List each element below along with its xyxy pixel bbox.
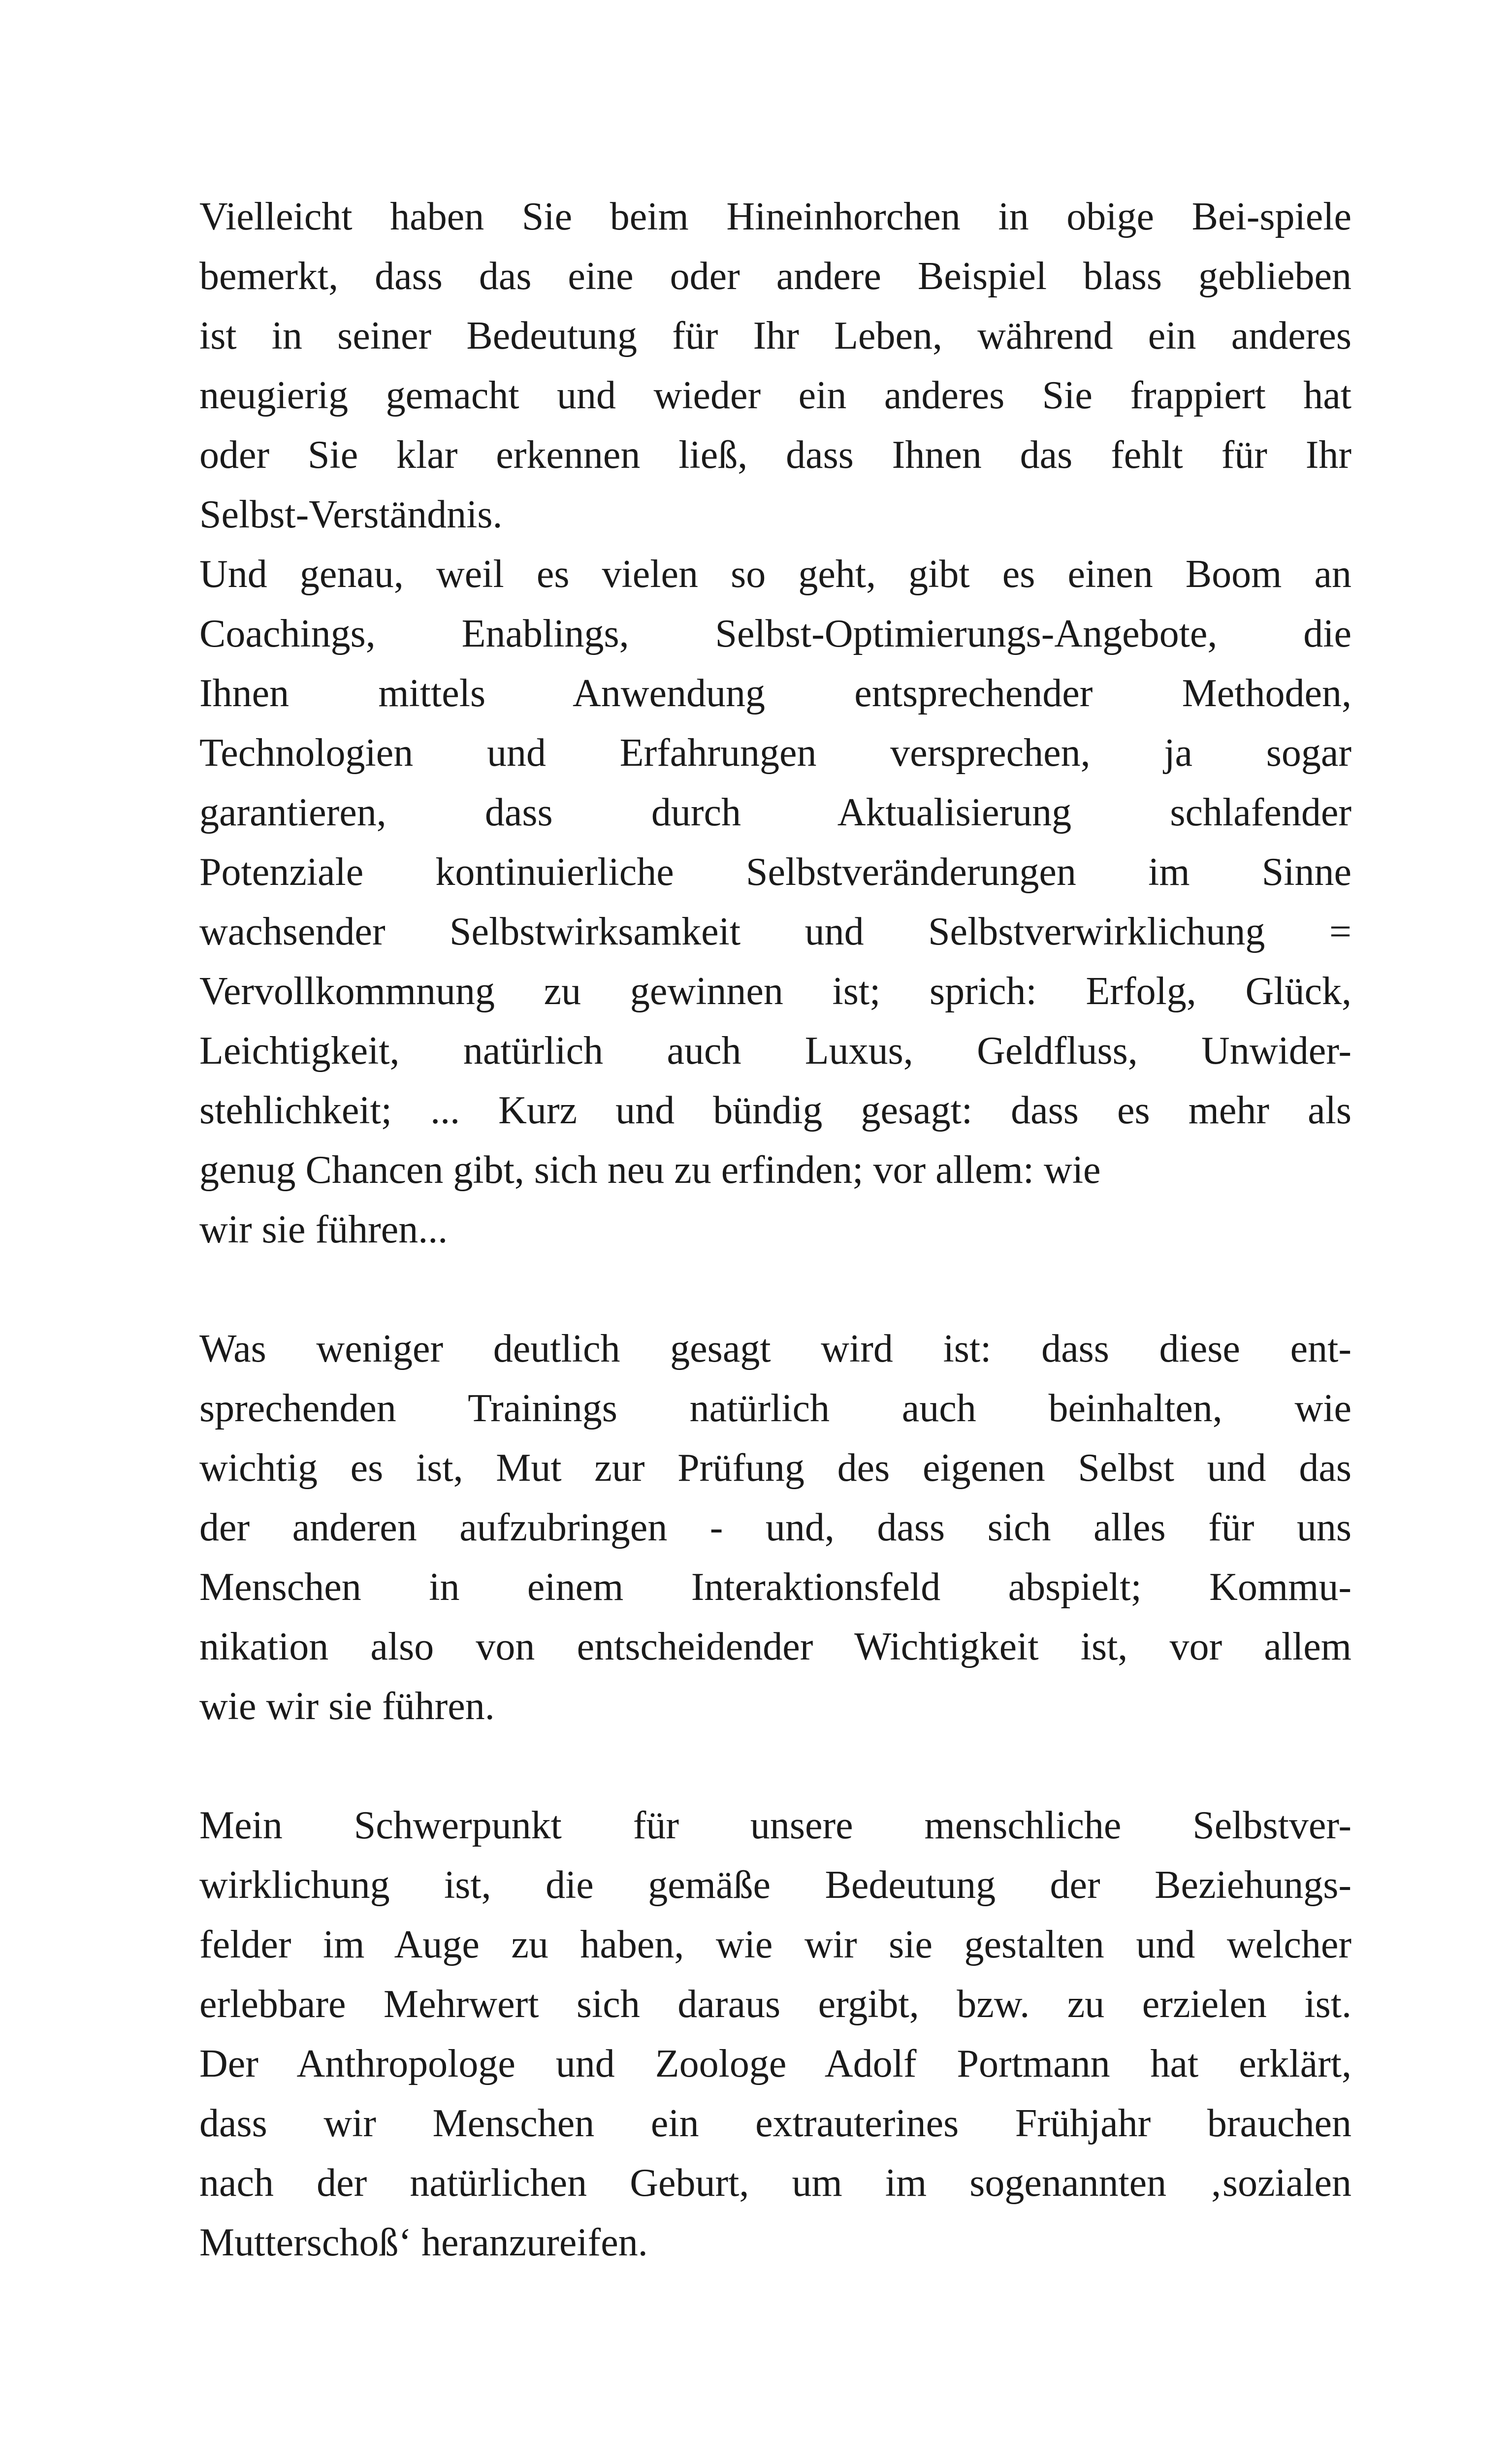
body-text bbox=[199, 187, 1351, 2273]
text-line: ist in seiner Bedeutung für Ihr Leben, während ein anderes bbox=[199, 314, 1351, 358]
text-line: Leichtigkeit, natürlich auch Luxus, Geldfluss, Unwider- bbox=[199, 1029, 1351, 1073]
text-line: erlebbare Mehrwert sich daraus ergibt, bzw. zu erzielen ist. bbox=[199, 1983, 1351, 2026]
text-line: neugierig gemacht und wieder ein anderes Sie frappiert hat bbox=[199, 374, 1351, 417]
text-line: Technologien und Erfahrungen versprechen, ja sogar bbox=[199, 731, 1351, 775]
text-line: der anderen aufzubringen - und, dass sich alles für uns bbox=[199, 1506, 1351, 1549]
text-line: wie wir sie führen. bbox=[199, 1685, 495, 1728]
text-line: wichtig es ist, Mut zur Prüfung des eigenen Selbst und das bbox=[199, 1446, 1351, 1490]
text-line: Vervollkommnung zu gewinnen ist; sprich: Erfolg, Glück, bbox=[199, 970, 1351, 1013]
paragraph-4 bbox=[199, 1796, 1351, 2273]
paragraph-gap bbox=[199, 1260, 1351, 1319]
text-line: wirklichung ist, die gemäße Bedeutung der Beziehungs- bbox=[199, 1863, 1351, 1907]
text-line: Was weniger deutlich gesagt wird ist: dass diese ent- bbox=[199, 1327, 1351, 1370]
text-line: Potenziale kontinuierliche Selbstveränderungen im Sinne bbox=[199, 850, 1351, 894]
text-line: nach der natürlichen Geburt, um im sogenannten ‚sozialen bbox=[199, 2161, 1351, 2205]
text-line: bemerkt, dass das eine oder andere Beispiel blass geblieben bbox=[199, 255, 1351, 298]
text-line: Coachings, Enablings, Selbst-Optimierungs-Angebote, die bbox=[199, 612, 1351, 655]
paragraph-1 bbox=[199, 187, 1351, 545]
text-line: Vielleicht haben Sie beim Hineinhorchen in obige Bei-spiele bbox=[199, 195, 1351, 238]
text-line: Menschen in einem Interaktionsfeld abspielt; Kommu- bbox=[199, 1565, 1351, 1609]
text-line: dass wir Menschen ein extrauterines Frühjahr brauchen bbox=[199, 2102, 1351, 2145]
text-line: wir sie führen... bbox=[199, 1208, 448, 1251]
text-line: felder im Auge zu haben, wie wir sie gestalten und welcher bbox=[199, 1923, 1351, 1966]
text-line: garantieren, dass durch Aktualisierung schlafender bbox=[199, 791, 1351, 834]
paragraph-gap bbox=[199, 1736, 1351, 1796]
text-line: Mein Schwerpunkt für unsere menschliche Selbstver- bbox=[199, 1804, 1351, 1847]
text-line: wachsender Selbstwirksamkeit und Selbstverwirklichung = bbox=[199, 910, 1351, 953]
text-line: sprechenden Trainings natürlich auch beinhalten, wie bbox=[199, 1387, 1351, 1430]
text-line: Und genau, weil es vielen so geht, gibt es einen Boom an bbox=[199, 553, 1351, 596]
text-line: Der Anthropologe und Zoologe Adolf Portmann hat erklärt, bbox=[199, 2042, 1351, 2085]
text-line: Ihnen mittels Anwendung entsprechender Methoden, bbox=[199, 672, 1351, 715]
text-line: oder Sie klar erkennen ließ, dass Ihnen das fehlt für Ihr bbox=[199, 433, 1351, 477]
text-line: Selbst-Verständnis. bbox=[199, 493, 503, 536]
paragraph-3 bbox=[199, 1319, 1351, 1736]
text-line: stehlichkeit; ... Kurz und bündig gesagt: dass es mehr als bbox=[199, 1089, 1351, 1132]
text-line: Mutterschoß‘ heranzureifen. bbox=[199, 2221, 648, 2264]
text-line: nikation also von entscheidender Wichtigkeit ist, vor allem bbox=[199, 1625, 1351, 1668]
paragraph-2 bbox=[199, 545, 1351, 1260]
text-line: genug Chancen gibt, sich neu zu erfinden; vor allem: wie bbox=[199, 1148, 1101, 1192]
